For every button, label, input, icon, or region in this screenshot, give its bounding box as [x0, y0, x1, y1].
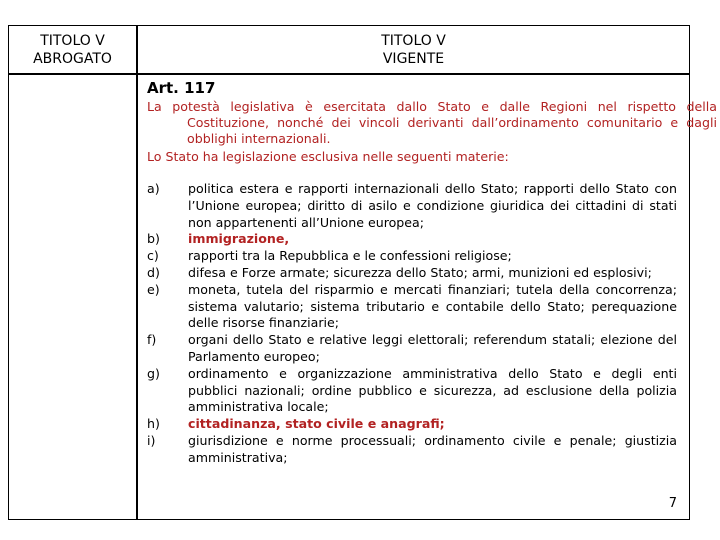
item-text: moneta, tutela del risparmio e mercati finanziari; tutela della concorrenza; sistema valutario; sistema tributario e contabile dello Stato; perequazione delle risorse finanziarie;: [188, 281, 677, 331]
item-label: f): [147, 332, 157, 348]
item-text: rapporti tra la Repubblica e le confessioni religiose;: [188, 248, 512, 264]
item-label: d): [147, 264, 160, 280]
column-abrogato: [8, 74, 137, 520]
list-item: [147, 433, 677, 467]
item-label: c): [147, 248, 159, 264]
item-text: cittadinanza, stato civile e anagrafi;: [188, 416, 445, 432]
header-right-line1: TITOLO V: [381, 33, 446, 49]
item-label: e): [147, 281, 160, 297]
header-vigente: [137, 25, 690, 74]
item-label: a): [147, 181, 160, 196]
item-text: politica estera e rapporti internazionali dello Stato; rapporti dello Stato con l’Unione europea; diritto di asilo e condizione giuridica dei cittadini di stati non appartenenti all’Unione europea;: [188, 181, 677, 230]
item-text: ordinamento e organizzazione amministrativa dello Stato e degli enti pubblici nazionali; ordine pubblico e sicurezza, ad esclusione della polizia amministrativa locale;: [188, 365, 677, 415]
item-text: difesa e Forze armate; sicurezza dello Stato; armi, munizioni ed esplosivi;: [188, 264, 652, 280]
materie-list: [147, 181, 677, 467]
list-item: [147, 231, 677, 248]
list-item: [147, 248, 677, 265]
list-item: [147, 181, 677, 231]
header-abrogato: [8, 25, 137, 74]
article-title: Art. 117: [147, 79, 216, 97]
header-right-line2: VIGENTE: [382, 51, 445, 67]
column-vigente: [137, 74, 717, 520]
article-paragraph-1: La potestà legislativa è esercitata dallo Stato e dalle Regioni nel rispetto della Costituzione, nonché dei vincoli derivanti dall’ordinamento comunitario e dagli obblighi internazionali.: [147, 99, 717, 146]
list-item: [147, 265, 677, 282]
list-item: [147, 416, 677, 433]
list-item: [147, 282, 677, 332]
list-item: [147, 366, 677, 416]
article-paragraph-2: Lo Stato ha legislazione esclusiva nelle seguenti materie:: [147, 149, 509, 164]
list-item: [147, 332, 677, 366]
page-number: 7: [668, 496, 677, 511]
item-label: b): [147, 231, 160, 247]
item-label: h): [147, 416, 160, 432]
header-left-line2: ABROGATO: [33, 51, 112, 67]
item-text: giurisdizione e norme processuali; ordinamento civile e penale; giustizia amministrativa;: [188, 432, 677, 465]
item-text: immigrazione,: [188, 231, 290, 247]
item-text: organi dello Stato e relative leggi elettorali; referendum statali; elezione del Parlamento europeo;: [188, 332, 677, 364]
header-left-line1: TITOLO V: [40, 33, 105, 49]
item-label: g): [147, 365, 160, 381]
item-label: i): [147, 432, 156, 448]
